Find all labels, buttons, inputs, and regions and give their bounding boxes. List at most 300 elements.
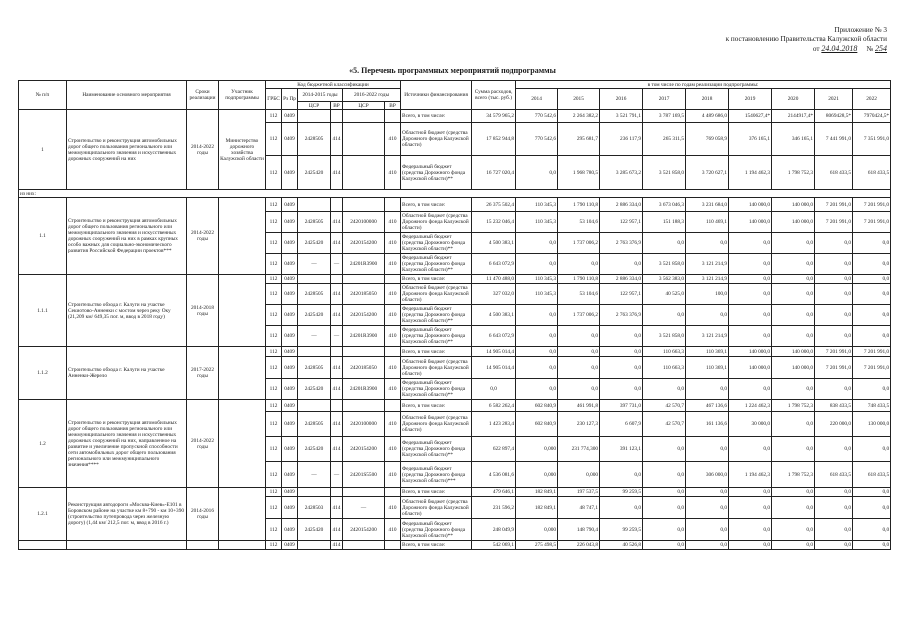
page-title: «5. Перечень программных мероприятий подпрограммы	[349, 66, 556, 75]
table-cell: 0,0	[815, 275, 853, 284]
table-cell: 2425420	[298, 379, 331, 400]
table-cell: 3 521 858,0	[643, 254, 686, 275]
table-cell: 182 849,1	[516, 488, 558, 497]
table-cell: 161 136,6	[686, 412, 729, 437]
table-cell: —	[331, 254, 343, 275]
table-cell: 410	[385, 357, 401, 379]
table-cell: 769 058,9	[686, 123, 729, 156]
table-cell: 140 000,0	[772, 357, 815, 379]
decree-number: 254	[875, 44, 887, 53]
table-cell: 7 201 991,0	[815, 347, 853, 357]
table-cell: 0409	[282, 519, 298, 541]
table-cell: 414	[331, 379, 343, 400]
table-cell: 0,0	[729, 275, 772, 284]
table-cell: 0,0	[643, 488, 686, 497]
table-cell: 0,0	[600, 357, 643, 379]
table-cell: 770 542,6	[516, 110, 558, 123]
empty-cell	[343, 488, 385, 497]
table-cell: 397 731,0	[600, 400, 643, 412]
table-cell: Всего, в том числе:	[401, 488, 472, 497]
table-cell: 0,0	[853, 326, 891, 347]
table-cell: 140 000,0	[772, 198, 815, 212]
table-cell: 410	[385, 233, 401, 254]
table-cell: 1 224 462,3	[729, 400, 772, 412]
table-cell: 0409	[282, 156, 298, 190]
table-cell: 0,0	[772, 412, 815, 437]
table-cell: 0,0	[815, 305, 853, 326]
decree-date-line: от 24.04.2018 № 254	[812, 44, 887, 53]
table-cell: 110 345,3	[516, 198, 558, 212]
empty-cell	[343, 541, 385, 550]
table-cell: 112	[266, 110, 282, 123]
table-cell: 112	[266, 198, 282, 212]
table-cell: 110 663,3	[643, 357, 686, 379]
table-cell: Федеральный бюджет (средства Дорожного фонда Калужской области)**	[401, 437, 472, 462]
table-cell: 2425420	[298, 437, 331, 462]
empty-cell	[331, 198, 343, 212]
table-cell: 414	[331, 305, 343, 326]
table-row	[19, 400, 891, 412]
table-cell: 1 194 462,3	[729, 462, 772, 488]
table-cell: 112	[266, 123, 282, 156]
table-cell: 34 579 965,2	[472, 110, 516, 123]
table-cell: 112	[266, 284, 282, 305]
table-cell: 1540627,4*	[729, 110, 772, 123]
table-cell: 2425420	[298, 156, 331, 190]
table-cell: 0,0	[815, 497, 853, 519]
empty-cell	[343, 110, 385, 123]
table-cell: 0,0	[815, 284, 853, 305]
table-cell: 0,0	[815, 254, 853, 275]
table-cell: 0,0	[729, 497, 772, 519]
table-cell: 112	[266, 412, 282, 437]
table-cell: 414	[331, 412, 343, 437]
table-cell: 346 165,1	[772, 123, 815, 156]
table-cell: 410	[385, 379, 401, 400]
col-vr: ВР	[331, 102, 343, 110]
row-num: 1.2	[19, 400, 67, 488]
table-cell: 618 433,5	[815, 462, 853, 488]
table-row	[19, 275, 891, 284]
row-terms: 2014-2022 годы	[187, 110, 219, 190]
table-cell: 1 798 752,3	[772, 156, 815, 190]
table-cell: 6 607,9	[600, 412, 643, 437]
table-cell: 99 259,5	[600, 488, 643, 497]
table-cell: 0409	[282, 305, 298, 326]
table-cell: 618 433,5	[853, 462, 891, 488]
col-grbs: ГРБС	[266, 89, 282, 110]
table-cell: 0,0	[853, 254, 891, 275]
table-cell: 140 000,0	[729, 357, 772, 379]
table-cell: 0,0	[772, 326, 815, 347]
table-cell: 140 000,0	[729, 198, 772, 212]
table-cell: 112	[266, 400, 282, 412]
table-cell: 40 525,0	[643, 284, 686, 305]
table-cell: 0,0	[600, 462, 643, 488]
table-cell: 24201R3900	[343, 254, 385, 275]
col-participant: Участник подпрограммы	[219, 81, 266, 110]
table-cell: 2420100000	[343, 412, 385, 437]
col-terms: Сроки реализации	[187, 81, 219, 110]
table-cell: 3 521 858,0	[643, 326, 686, 347]
table-cell: 1 790 110,8	[558, 275, 600, 284]
table-cell: 2428505	[298, 123, 331, 156]
table-cell: 2420100000	[343, 212, 385, 233]
table-cell: 410	[385, 519, 401, 541]
table-cell: Федеральный бюджет (средства Дорожного фонда Калужской области)**	[401, 379, 472, 400]
table-cell: 226 043,8	[558, 541, 600, 550]
table-cell: 110 663,3	[643, 347, 686, 357]
table-cell: 0,0	[686, 488, 729, 497]
col-year: 2022	[853, 89, 891, 110]
table-cell: 14 905 014,4	[472, 357, 516, 379]
table-cell: 0,0	[853, 497, 891, 519]
table-cell: 0409	[282, 233, 298, 254]
table-cell: 2 264 382,2	[558, 110, 600, 123]
table-cell: 0,0	[516, 326, 558, 347]
table-cell: Федеральный бюджет (средства Дорожного фонда Калужской области)**	[401, 254, 472, 275]
table-cell: 0,0	[729, 254, 772, 275]
table-cell: 3 121 214,9	[686, 275, 729, 284]
table-cell: 0,0	[772, 519, 815, 541]
table-cell: 1 737 006,2	[558, 305, 600, 326]
table-cell: 3 673 046,3	[643, 198, 686, 212]
empty-cell	[219, 198, 266, 275]
table-cell: 748 433,5	[853, 400, 891, 412]
table-cell: 7970424,5*	[853, 110, 891, 123]
table-cell: 112	[266, 357, 282, 379]
table-cell: 110 469,1	[686, 212, 729, 233]
table-cell: 0,0	[772, 437, 815, 462]
table-row	[19, 190, 891, 198]
table-cell: Федеральный бюджет (средства Дорожного фонда Калужской области)**	[401, 519, 472, 541]
table-cell: 0,0	[853, 379, 891, 400]
table-cell: 0,0	[686, 437, 729, 462]
empty-cell	[219, 275, 266, 347]
table-cell: 410	[385, 212, 401, 233]
decree-date: 24.04.2018	[821, 44, 858, 53]
empty-cell	[343, 400, 385, 412]
empty-cell	[219, 488, 266, 541]
table-cell: 0,0	[853, 305, 891, 326]
table-cell: 2 886 334,0	[600, 275, 643, 284]
table-cell: Всего, в том числе:	[401, 110, 472, 123]
table-cell: 3 787 169,5	[643, 110, 686, 123]
table-cell: Федеральный бюджет (средства Дорожного фонда Калужской области)**	[401, 156, 472, 190]
col-year: 2019	[729, 89, 772, 110]
table-cell: Всего, в том числе:	[401, 541, 472, 550]
table-cell: 0,0	[600, 379, 643, 400]
table-cell: 151 188,3	[643, 212, 686, 233]
row-terms: 2014-2016 годы	[187, 488, 219, 541]
table-cell: 2 763 376,9	[600, 233, 643, 254]
row-name: Строительство и реконструкция автомобильных дорог общего пользования регионального или межмуниципального значения и искусственных дорожных сооружений на них, направленное на развитие и увеличение пропускной способности сети автомобильных дорог общего пользования регионального или межмуниципального значения****	[67, 400, 187, 488]
table-cell: 3 521 858,0	[643, 156, 686, 190]
table-cell: 0,0	[686, 497, 729, 519]
table-cell: 0409	[282, 357, 298, 379]
table-cell: Федеральный бюджет (средства Дорожного фонда Калужской области)**	[401, 326, 472, 347]
empty-cell	[298, 400, 331, 412]
empty-cell	[298, 488, 331, 497]
row-terms: 2014-2022 годы	[187, 198, 219, 275]
row-terms: 2017-2022 годы	[187, 347, 219, 400]
row-num: 1	[19, 110, 67, 190]
table-cell: 414	[331, 519, 343, 541]
table-cell: 2420154200	[343, 437, 385, 462]
table-cell: 4 489 686,0	[686, 110, 729, 123]
table-cell: 0,0	[815, 488, 853, 497]
table-cell: Всего, в том числе:	[401, 400, 472, 412]
col-period-2016-2022: 2016-2022 годы	[343, 89, 401, 102]
table-cell: 0409	[282, 275, 298, 284]
table-cell: 838 433,5	[815, 400, 853, 412]
table-cell: 414	[331, 212, 343, 233]
empty-cell	[385, 541, 401, 550]
table-cell: 2428503	[298, 497, 331, 519]
table-cell: 140 000,0	[772, 347, 815, 357]
table-cell: 0,0	[772, 497, 815, 519]
table-row	[19, 541, 891, 550]
table-cell: 140 000,0	[729, 347, 772, 357]
table-cell: 0,0	[643, 497, 686, 519]
table-cell: 231 596,2	[472, 497, 516, 519]
table-cell: 122 957,1	[600, 284, 643, 305]
table-cell: 306 000,0	[686, 462, 729, 488]
table-cell: 0,0	[686, 541, 729, 550]
empty-cell	[385, 275, 401, 284]
table-cell: 110 369,1	[686, 347, 729, 357]
table-cell: 2428505	[298, 284, 331, 305]
table-cell: Областной бюджет (средства Дорожного фонда Калужской области)	[401, 212, 472, 233]
empty-cell	[385, 488, 401, 497]
col-csr: ЦСР	[343, 102, 385, 110]
empty-cell	[343, 156, 385, 190]
table-cell: Областной бюджет (средства Дорожного фонда Калужской области)	[401, 497, 472, 519]
table-cell: 1 798 752,3	[772, 400, 815, 412]
table-cell: 7 441 991,0	[815, 123, 853, 156]
row-participant: Министерство дорожного хозяйства Калужской области	[219, 110, 266, 190]
table-cell: 0,0	[853, 275, 891, 284]
table-cell: 3 521 791,1	[600, 110, 643, 123]
table-cell: 467 136,6	[686, 400, 729, 412]
table-cell: 265 311,5	[643, 123, 686, 156]
table-cell: 4 500 383,1	[472, 305, 516, 326]
table-cell: Федеральный бюджет (средства Дорожного фонда Калужской области)***	[401, 462, 472, 488]
table-cell: 0409	[282, 379, 298, 400]
col-year: 2016	[600, 89, 643, 110]
table-cell: 0,0	[600, 254, 643, 275]
table-cell: 230 127,3	[558, 412, 600, 437]
table-cell: 0,0	[729, 541, 772, 550]
empty-cell	[385, 400, 401, 412]
table-cell: 0,0	[558, 357, 600, 379]
table-cell: Всего, в том числе:	[401, 198, 472, 212]
table-cell: 327 032,0	[472, 284, 516, 305]
table-cell: 1 798 752,3	[772, 462, 815, 488]
table-cell: 0,000	[516, 519, 558, 541]
col-num: № п/п	[19, 81, 67, 110]
table-cell: 112	[266, 275, 282, 284]
table-cell: 0,0	[600, 326, 643, 347]
row-name: Строительство обхода г. Калуги на участке Секиотово-Анненки с мостом через реку Оку (21,209 км/ 649,35 пог. м, ввод в 2018 году)	[67, 275, 187, 347]
col-year: 2015	[558, 89, 600, 110]
table-cell: 112	[266, 379, 282, 400]
empty-cell	[298, 198, 331, 212]
table-cell: 1 968 780,5	[558, 156, 600, 190]
table-cell: Областной бюджет (средства Дорожного фонда Калужской области)	[401, 357, 472, 379]
table-cell: 24201R3900	[343, 326, 385, 347]
table-cell: 4 536 081,6	[472, 462, 516, 488]
col-vr: ВР	[385, 102, 401, 110]
table-cell: Областной бюджет (средства Дорожного фонда Калужской области)	[401, 123, 472, 156]
table-cell: 410	[385, 412, 401, 437]
table-cell: 2420154200	[343, 305, 385, 326]
table-cell: 40 526,8	[600, 541, 643, 550]
empty-cell	[298, 347, 331, 357]
table-cell: 410	[385, 123, 401, 156]
table-cell: 0409	[282, 400, 298, 412]
table-cell: 0409	[282, 347, 298, 357]
table-cell: 414	[331, 541, 343, 550]
table-cell: 110 345,3	[516, 284, 558, 305]
col-year: 2014	[516, 89, 558, 110]
table-cell: 0,0	[558, 347, 600, 357]
table-cell: 3 231 684,0	[686, 198, 729, 212]
empty-cell	[67, 541, 187, 550]
table-cell: 0,0	[853, 437, 891, 462]
table-cell: 0,0	[643, 462, 686, 488]
table-cell: 112	[266, 541, 282, 550]
empty-cell	[343, 275, 385, 284]
table-cell: 0,0	[853, 233, 891, 254]
table-cell: 602 840,9	[516, 400, 558, 412]
row-terms: 2014-2018 годы	[187, 275, 219, 347]
table-cell: 11 470 488,0	[472, 275, 516, 284]
empty-cell	[298, 541, 331, 550]
table-cell: 236 117,9	[600, 123, 643, 156]
empty-cell	[343, 347, 385, 357]
table-cell: 2420154200	[343, 519, 385, 541]
table-cell: 0409	[282, 212, 298, 233]
table-cell: 140 000,0	[772, 212, 815, 233]
table-cell: Федеральный бюджет (средства Дорожного фонда Калужской области)**	[401, 305, 472, 326]
table-cell: 6 643 072,9	[472, 254, 516, 275]
table-cell: 618 433,5	[853, 156, 891, 190]
row-name: Строительство и реконструкция автомобильных дорог общего пользования регионального или межмуниципального значения и искусственных дорожных сооружений на них	[67, 110, 187, 190]
table-cell: 0,0	[558, 379, 600, 400]
table-cell: 2420154200	[343, 233, 385, 254]
table-cell: 0409	[282, 462, 298, 488]
table-cell: 414	[331, 437, 343, 462]
table-cell: 6 643 072,9	[472, 326, 516, 347]
table-cell: 110 345,3	[516, 212, 558, 233]
table-cell: 0409	[282, 123, 298, 156]
empty-cell	[331, 400, 343, 412]
table-cell: 26 375 502,4	[472, 198, 516, 212]
col-by-years: в том числе по годам реализации подпрограммы:	[516, 81, 891, 89]
col-period-2014-2015: 2014-2015 годы	[298, 89, 343, 102]
table-cell: 0,0	[815, 519, 853, 541]
table-cell: 0,0	[853, 541, 891, 550]
table-cell: 391 123,1	[600, 437, 643, 462]
table-cell: 0,0	[729, 326, 772, 347]
table-cell: 0,000	[516, 462, 558, 488]
table-cell: 1 790 110,8	[558, 198, 600, 212]
table-cell: 6 582 262,4	[472, 400, 516, 412]
table-cell: 410	[385, 254, 401, 275]
empty-cell	[298, 275, 331, 284]
empty-cell	[219, 541, 266, 550]
table-row	[19, 198, 891, 212]
table-cell: 0,0	[643, 233, 686, 254]
table-cell: 112	[266, 156, 282, 190]
table-cell: 414	[331, 156, 343, 190]
empty-cell	[298, 110, 331, 123]
col-kbk: Код бюджетной классификации	[266, 81, 401, 89]
table-cell: 53 104,6	[558, 212, 600, 233]
decree-line: к постановлению Правительства Калужской области	[725, 35, 887, 43]
table-cell: 0,0	[516, 156, 558, 190]
table-cell: 148 790,4	[558, 519, 600, 541]
empty-cell	[385, 347, 401, 357]
table-cell: 0,0	[686, 233, 729, 254]
table-cell: 0409	[282, 284, 298, 305]
table-cell: 479 646,1	[472, 488, 516, 497]
table-cell: 410	[385, 437, 401, 462]
table-cell: 0409	[282, 488, 298, 497]
table-cell: 112	[266, 519, 282, 541]
table-cell: —	[298, 462, 331, 488]
table-cell: 0,0	[472, 379, 516, 400]
col-name: Наименование основного мероприятия	[67, 81, 187, 110]
table-cell: 30 000,0	[729, 412, 772, 437]
table-cell: 0,0	[772, 284, 815, 305]
empty-cell	[187, 541, 219, 550]
table-cell: 7 351 991,0	[853, 123, 891, 156]
table-cell: 2420185050	[343, 357, 385, 379]
table-cell: 0,0	[772, 233, 815, 254]
empty-cell	[385, 110, 401, 123]
table-cell: 4 500 383,1	[472, 233, 516, 254]
table-cell: 414	[331, 284, 343, 305]
document-header	[726, 26, 887, 54]
table-cell: 0409	[282, 254, 298, 275]
col-rzpr: Рз Пр	[282, 89, 298, 110]
table-cell: 14 905 014,4	[472, 347, 516, 357]
table-cell: 0,0	[516, 347, 558, 357]
table-cell: 0,0	[600, 347, 643, 357]
table-cell: 2 886 334,0	[600, 198, 643, 212]
table-cell: 15 232 046,4	[472, 212, 516, 233]
table-cell: 414	[331, 123, 343, 156]
table-cell: 0,0	[772, 488, 815, 497]
table-cell: 7 201 991,0	[853, 347, 891, 357]
table-cell: 100,0	[686, 284, 729, 305]
table-cell: 410	[385, 305, 401, 326]
row-name: Реконструкция автодороги «Москва-Киев»-Е101 в Боровском районе на участке км 8+790 - км 10+390 (строительство путепровода через железную дорогу) (1,44 км/ 212,5 пог. м, ввод в 2016 г.)	[67, 488, 187, 541]
table-row	[19, 110, 891, 123]
table-cell: 0,0	[729, 519, 772, 541]
table-cell: 2425420	[298, 233, 331, 254]
table-cell: 414	[331, 233, 343, 254]
table-cell: 122 957,1	[600, 212, 643, 233]
table-row	[19, 347, 891, 357]
table-cell: 0,0	[516, 379, 558, 400]
table-cell: 0,0	[815, 379, 853, 400]
table-cell: 0409	[282, 326, 298, 347]
table-cell: 0,0	[815, 233, 853, 254]
table-cell: 0,0	[815, 326, 853, 347]
